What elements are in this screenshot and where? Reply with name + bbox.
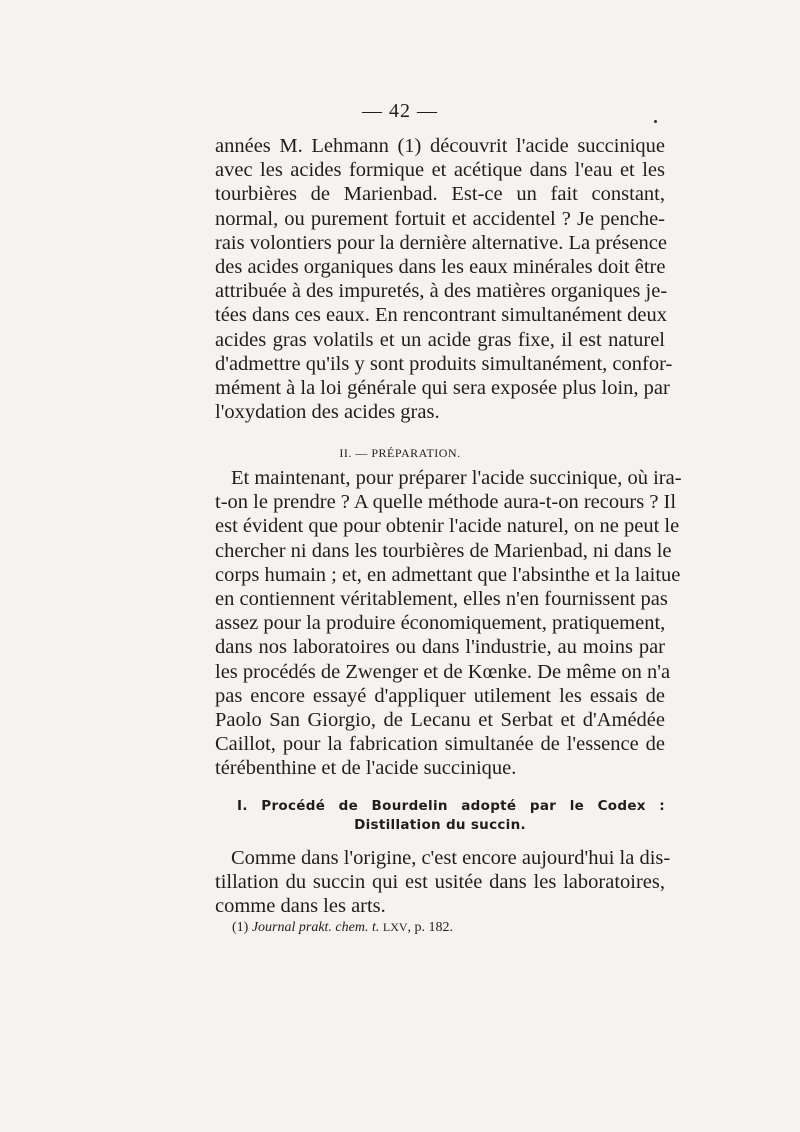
text-line: en contiennent véritablement, elles n'en fournissent pas <box>215 588 668 611</box>
paragraph-2-text <box>215 466 682 781</box>
text-line: Et maintenant, pour préparer l'acide succinique, où ira- <box>231 467 682 489</box>
subsection-heading <box>215 797 665 835</box>
text-line: Caillot, pour la fabrication simultanée de l'essence de <box>215 733 665 756</box>
text-line: est évident que pour obtenir l'acide naturel, on ne peut le <box>215 515 680 538</box>
text-line: comme dans les arts. <box>215 895 386 918</box>
text-line: tillation du succin qui est usitée dans les laboratoires, <box>215 871 665 894</box>
page-number: — 42 — <box>362 100 438 122</box>
text-line: mément à la loi générale qui sera exposée plus loin, par <box>215 377 670 400</box>
text-line: chercher ni dans les tourbières de Marienbad, ni dans le <box>215 539 672 562</box>
text-line: tées dans ces eaux. En rencontrant simultanément deux <box>215 304 667 327</box>
text-line: t-on le prendre ? A quelle méthode aura-t-on recours ? Il <box>215 491 677 514</box>
footnote <box>232 918 453 937</box>
text-line: les procédés de Zwenger et de Kœnke. De même on n'a <box>215 660 671 683</box>
text-line: térébenthine et de l'acide succinique. <box>215 757 517 780</box>
text-line: attribuée à des impuretés, à des matières organiques je- <box>215 280 668 303</box>
text-line: normal, ou purement fortuit et accidentel ? Je penche- <box>215 207 665 230</box>
text-line: pas encore essayé d'appliquer utilement les essais de <box>215 684 665 707</box>
text-line: dans nos laboratoires ou dans l'industrie, au moins par <box>215 636 665 659</box>
text-line: l'oxydation des acides gras. <box>215 401 440 424</box>
footnote-journal: Journal prakt. chem. t. <box>251 920 380 935</box>
text-line: assez pour la produire économiquement, pratiquement, <box>215 612 666 635</box>
paragraph-3-text <box>215 846 671 919</box>
footnote-volume: LXV <box>382 920 408 934</box>
paragraph-1 <box>215 134 673 424</box>
text-line: Paolo San Giorgio, de Lecanu et Serbat et d'Amédée <box>215 709 665 732</box>
footnote-marker: (1) <box>232 920 249 935</box>
subsection-heading-line-1: I. Procédé de Bourdelin adopté par le Codex : <box>237 798 665 814</box>
text-line: acides gras volatils et un acide gras fixe, il est naturel <box>215 328 665 351</box>
ink-speck <box>654 120 657 123</box>
paragraph-2 <box>215 466 682 781</box>
subsection-heading-line-2: Distillation du succin. <box>354 817 526 833</box>
text-line: corps humain ; et, en admettant que l'absinthe et la laitue <box>215 563 681 586</box>
text-line: des acides organiques dans les eaux minérales doit être <box>215 256 666 279</box>
text-line: d'admettre qu'ils y sont produits simultanément, confor- <box>215 352 673 375</box>
text-line: Comme dans l'origine, c'est encore aujourd'hui la dis- <box>231 847 671 869</box>
text-line: tourbières de Marienbad. Est-ce un fait constant, <box>215 183 665 206</box>
section-heading: II. — PRÉPARATION. <box>339 446 461 460</box>
text-line: années M. Lehmann (1) découvrit l'acide succinique <box>215 135 665 157</box>
text-line: rais volontiers pour la dernière alternative. La présence <box>215 231 667 254</box>
paragraph-1-text <box>215 134 673 424</box>
footnote-page: , p. 182. <box>407 920 454 935</box>
paragraph-3 <box>215 846 671 919</box>
text-line: avec les acides formique et acétique dans l'eau et les <box>215 159 665 182</box>
